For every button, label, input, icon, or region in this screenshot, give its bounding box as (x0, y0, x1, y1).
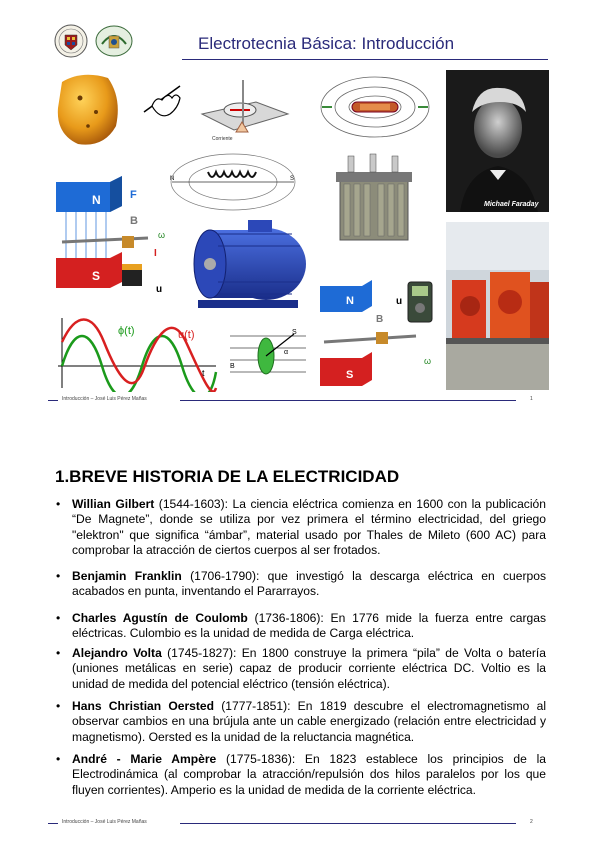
page-number: 2 (530, 819, 533, 825)
generator-omega-label: ω (424, 356, 432, 366)
solenoid-south-label: S (290, 176, 295, 182)
t-label: t (202, 368, 205, 378)
bullet: • (56, 497, 61, 511)
history-item-coulomb (56, 611, 546, 642)
history-item-franklin (56, 569, 546, 600)
scientist-name: Charles Agustín de Coulomb (72, 611, 248, 625)
scientist-name: Hans Christian Oersted (72, 699, 215, 713)
flux-b-label: B (230, 363, 235, 370)
history-item-gilbert (56, 497, 546, 558)
electric-motor-image (188, 216, 312, 316)
footer-rule-right (180, 823, 516, 824)
scientist-description: (1544-1603): La ciencia eléctrica comienza en 1600 con la publicación “De Magnete”, donde se utiliza por vez primera el término electricidad, del griego "elektron" que significa “ámbar”, material usado por Thales de Mileto (600 AC) para comprobar la atracción de ciertos cuerpos al ser frotados. (72, 497, 546, 557)
magnetic-flux-diagram (226, 324, 312, 384)
sine-waves-graph (52, 312, 220, 392)
bullet: • (56, 752, 61, 766)
generator-voltage-label: u (396, 296, 403, 307)
solenoid-north-label: N (170, 176, 175, 182)
magnet-south-label: S (92, 269, 101, 283)
scientist-description: (1775-1836): En 1823 establece los principios de la Electrodinámica (al comprobar la atracción/repulsión dos hilos paralelos por los que fluyen corrientes). Amperio es la unidad de medida de la corriente eléctrica. (72, 752, 546, 797)
solenoid-field-image (166, 150, 300, 214)
title-divider (182, 59, 548, 60)
generator-plant-photo (446, 222, 549, 390)
scientist-name: Alejandro Volta (72, 646, 162, 660)
flux-s-label: S (292, 329, 297, 336)
bullet: • (56, 646, 61, 660)
scientist-description: (1706-1790): que investigó la descarga eléctrica en cuerpos acabados en punta, inventando el Pararrayos. (72, 569, 546, 599)
bullet: • (56, 569, 61, 583)
generator-south-label: S (346, 369, 354, 381)
right-hand-rule-sketch (140, 76, 186, 122)
generator-field-label: B (376, 314, 384, 325)
university-crest-logo (54, 24, 88, 58)
section-title: 1.BREVE HISTORIA DE LA ELECTRICIDAD (55, 467, 400, 486)
history-item-volta (56, 646, 546, 692)
history-item-oersted (56, 699, 546, 745)
scientist-name: Willian Gilbert (72, 497, 155, 511)
u-label: u(t) (178, 329, 195, 341)
magnet-force-diagram (52, 176, 178, 294)
phi-label: ϕ(t) (118, 325, 135, 337)
scientist-description: (1745-1827): En 1800 construye la primera “pila” de Volta o batería (uniones metálicas en serie) capaz de producir corriente eléctrica DC. Voltio es la unidad de medida del potencial eléctrico (tensión eléctrica). (72, 646, 546, 691)
school-crest-logo (94, 24, 128, 58)
amber-stone-image (52, 68, 124, 150)
bullet: • (56, 699, 61, 713)
footer-text: Introducción – José Luis Pérez Mañas (62, 396, 147, 402)
footer-rule-left (48, 823, 58, 824)
magnet-north-label: N (92, 193, 101, 207)
oersted-compass-image (196, 72, 292, 144)
field-label: B (130, 215, 138, 227)
compass-caption: Corriente (212, 136, 233, 142)
faraday-caption: Michael Faraday (484, 201, 539, 208)
michael-faraday-portrait (446, 70, 549, 212)
history-item-ampere (56, 752, 546, 798)
scientist-name: André - Marie Ampère (72, 752, 217, 766)
force-label: F (130, 189, 137, 201)
voltage-label: u (156, 284, 163, 294)
page-title: Electrotecnia Básica: Introducción (198, 34, 455, 53)
footer-rule-left (48, 400, 58, 401)
generator-diagram (316, 276, 438, 390)
footer-rule-right (180, 400, 516, 401)
scientist-name: Benjamin Franklin (72, 569, 182, 583)
transformer-image (326, 150, 422, 246)
scientist-description: (1777-1851): En 1819 descubre el electromagnetismo al observar cambios en una brújula ante un cable energizado (relación entre electricidad y magnetismo). Oersted es la unidad de la reluctancia magnética. (72, 699, 547, 744)
scientist-description: (1736-1806): En 1776 mide la fuerza entre cargas eléctricas. Culombio es la unidad de medida de Carga eléctrica. (72, 611, 547, 641)
footer-text: Introducción – José Luis Pérez Mañas (62, 819, 147, 825)
page-number: 1 (530, 396, 533, 402)
magnetic-field-lines-image (316, 72, 434, 142)
bullet: • (56, 611, 61, 625)
generator-north-label: N (346, 295, 354, 307)
flux-alpha-label: α (284, 349, 289, 356)
omega-label: ω (158, 230, 166, 240)
current-label: I (154, 248, 157, 259)
